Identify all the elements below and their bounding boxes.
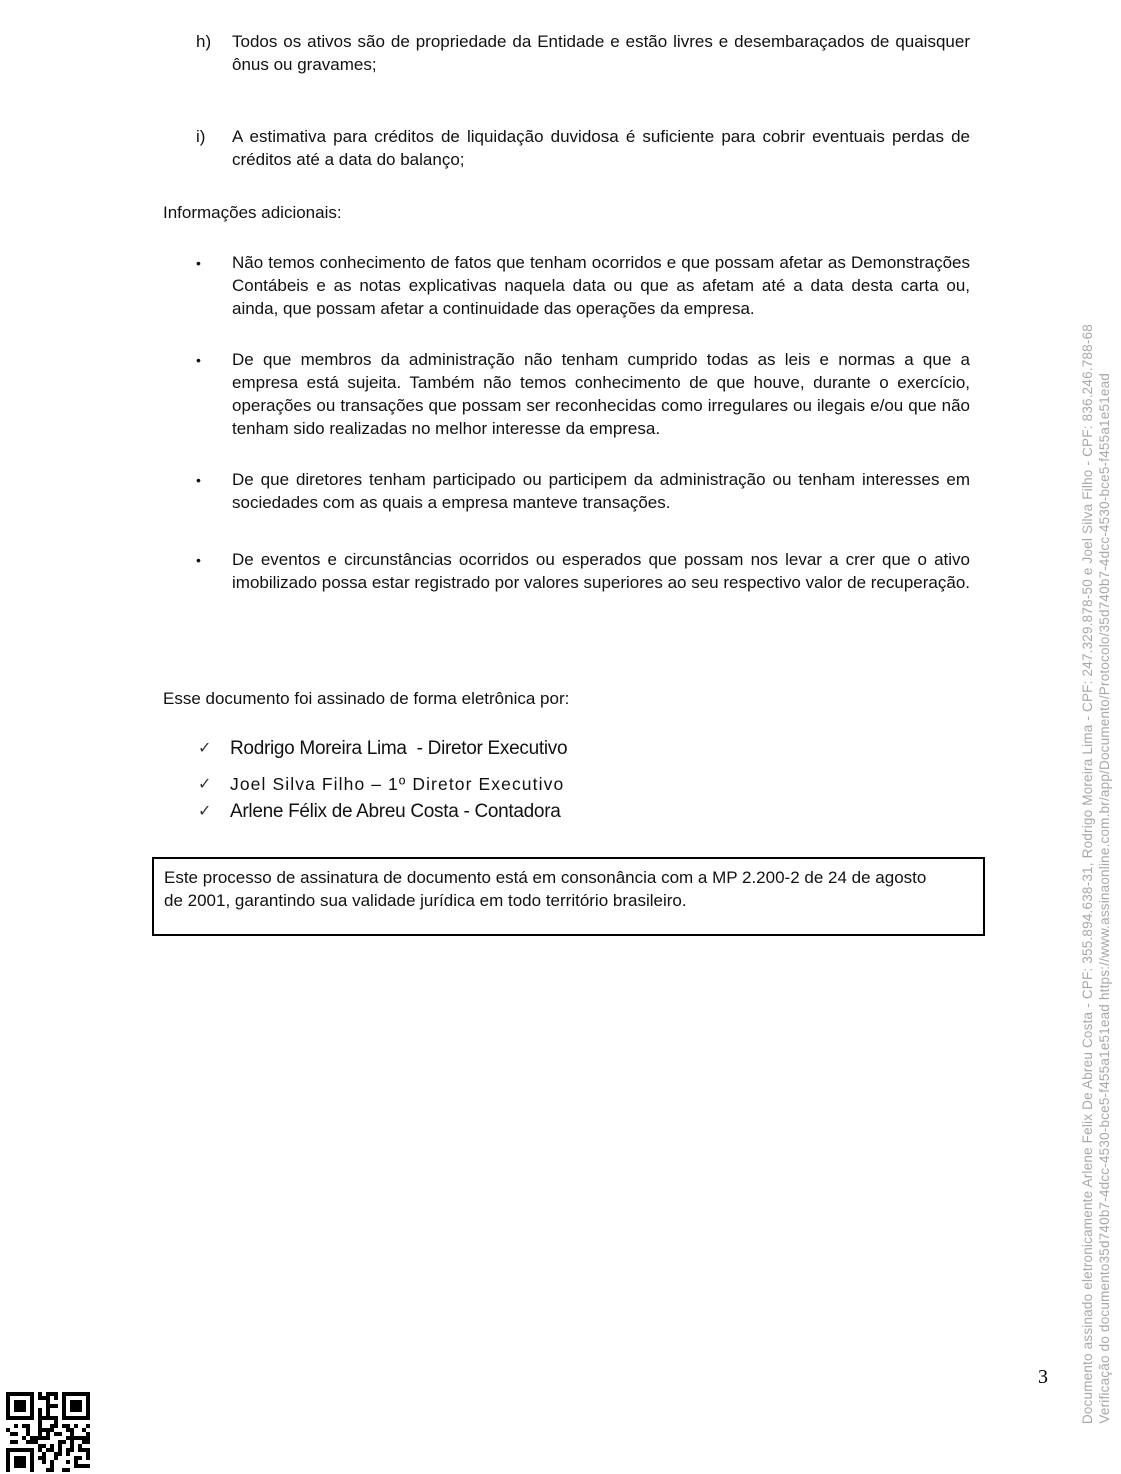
bullet-text: Não temos conhecimento de fatos que tenham ocorridos e que possam afetar as Demonstrações Contábeis e as notas explicativas naquela data ou que as afetam até a data desta carta ou, ainda, que possam afetar a continuidade das operações da empresa. <box>232 253 970 318</box>
signer-item <box>198 799 970 824</box>
bullet-item <box>196 468 970 514</box>
bullet-icon: • <box>196 552 201 568</box>
list-marker: i) <box>196 127 206 146</box>
list-item-text: Todos os ativos são de propriedade da Entidade e estão livres e desembaraçados de quaisquer ônus ou gravames; <box>232 32 970 74</box>
signature-intro: Esse documento foi assinado de forma eletrônica por: <box>163 689 570 708</box>
bullet-text: De eventos e circunstâncias ocorridos ou esperados que possam nos levar a crer que o ativo imobilizado possa estar registrado por valores superiores ao seu respectivo valor de recuperação. <box>232 550 970 592</box>
checkmark-icon: ✓ <box>198 776 212 793</box>
bullet-item <box>196 548 970 594</box>
signer-name: Arlene Félix de Abreu Costa - Contadora <box>230 801 561 822</box>
list-item-i <box>196 125 970 171</box>
checkmark-icon: ✓ <box>198 740 212 757</box>
sidebar-verification-text: Verificação do documento35d740b7-4dcc-4530-bce5-f455a1e51ead https://www.assinaonline.com.br/app/Documento/Protocolo/35d740b7-4dcc-4530-bce5-f455a1e51ead <box>1097 373 1112 1424</box>
legal-notice-box <box>152 857 985 936</box>
bullet-item <box>196 251 970 320</box>
signer-name: Joel Silva Filho – 1º Diretor Executivo <box>230 774 565 794</box>
checkmark-icon: ✓ <box>198 803 212 820</box>
sidebar-signature-text: Documento assinado eletronicamente Arlene Felix De Abreu Costa - CPF: 355.894.638-31, Rodrigo Moreira Lima - CPF: 247.329.878-50 e Joel Silva Filho - CPF: 836.246.788-68 <box>1080 323 1095 1424</box>
page-number: 3 <box>1038 1366 1048 1388</box>
bullet-icon: • <box>196 352 201 368</box>
list-marker: h) <box>196 32 212 51</box>
qr-code-icon <box>6 1392 90 1472</box>
signer-name: Rodrigo Moreira Lima - Diretor Executivo <box>230 738 568 759</box>
list-item-text: A estimativa para créditos de liquidação duvidosa é suficiente para cobrir eventuais perdas de créditos até a data do balanço; <box>232 127 970 169</box>
bullet-text: De que diretores tenham participado ou participem da administração ou tenham interesses em sociedades com as quais a empresa manteve transações. <box>232 470 970 512</box>
bullet-icon: • <box>196 255 201 271</box>
bullet-text: De que membros da administração não tenham cumprido todas as leis e normas a que a empresa está sujeita. Também não temos conhecimento de que houve, durante o exercício, operações ou transações que possam ser reconhecidas como irregulares ou ilegais e/ou que não tenham sido realizadas no melhor interesse da empresa. <box>232 350 970 438</box>
bullet-icon: • <box>196 472 201 488</box>
signer-item <box>198 772 970 797</box>
legal-notice-text: Este processo de assinatura de documento está em consonância com a MP 2.200-2 de 24 de agosto de 2001, garantindo sua validade jurídica em todo território brasileiro. <box>164 868 927 910</box>
section-heading: Informações adicionais: <box>163 203 342 222</box>
bullet-item <box>196 348 970 440</box>
list-item-h <box>196 30 970 76</box>
signer-item <box>198 736 970 761</box>
